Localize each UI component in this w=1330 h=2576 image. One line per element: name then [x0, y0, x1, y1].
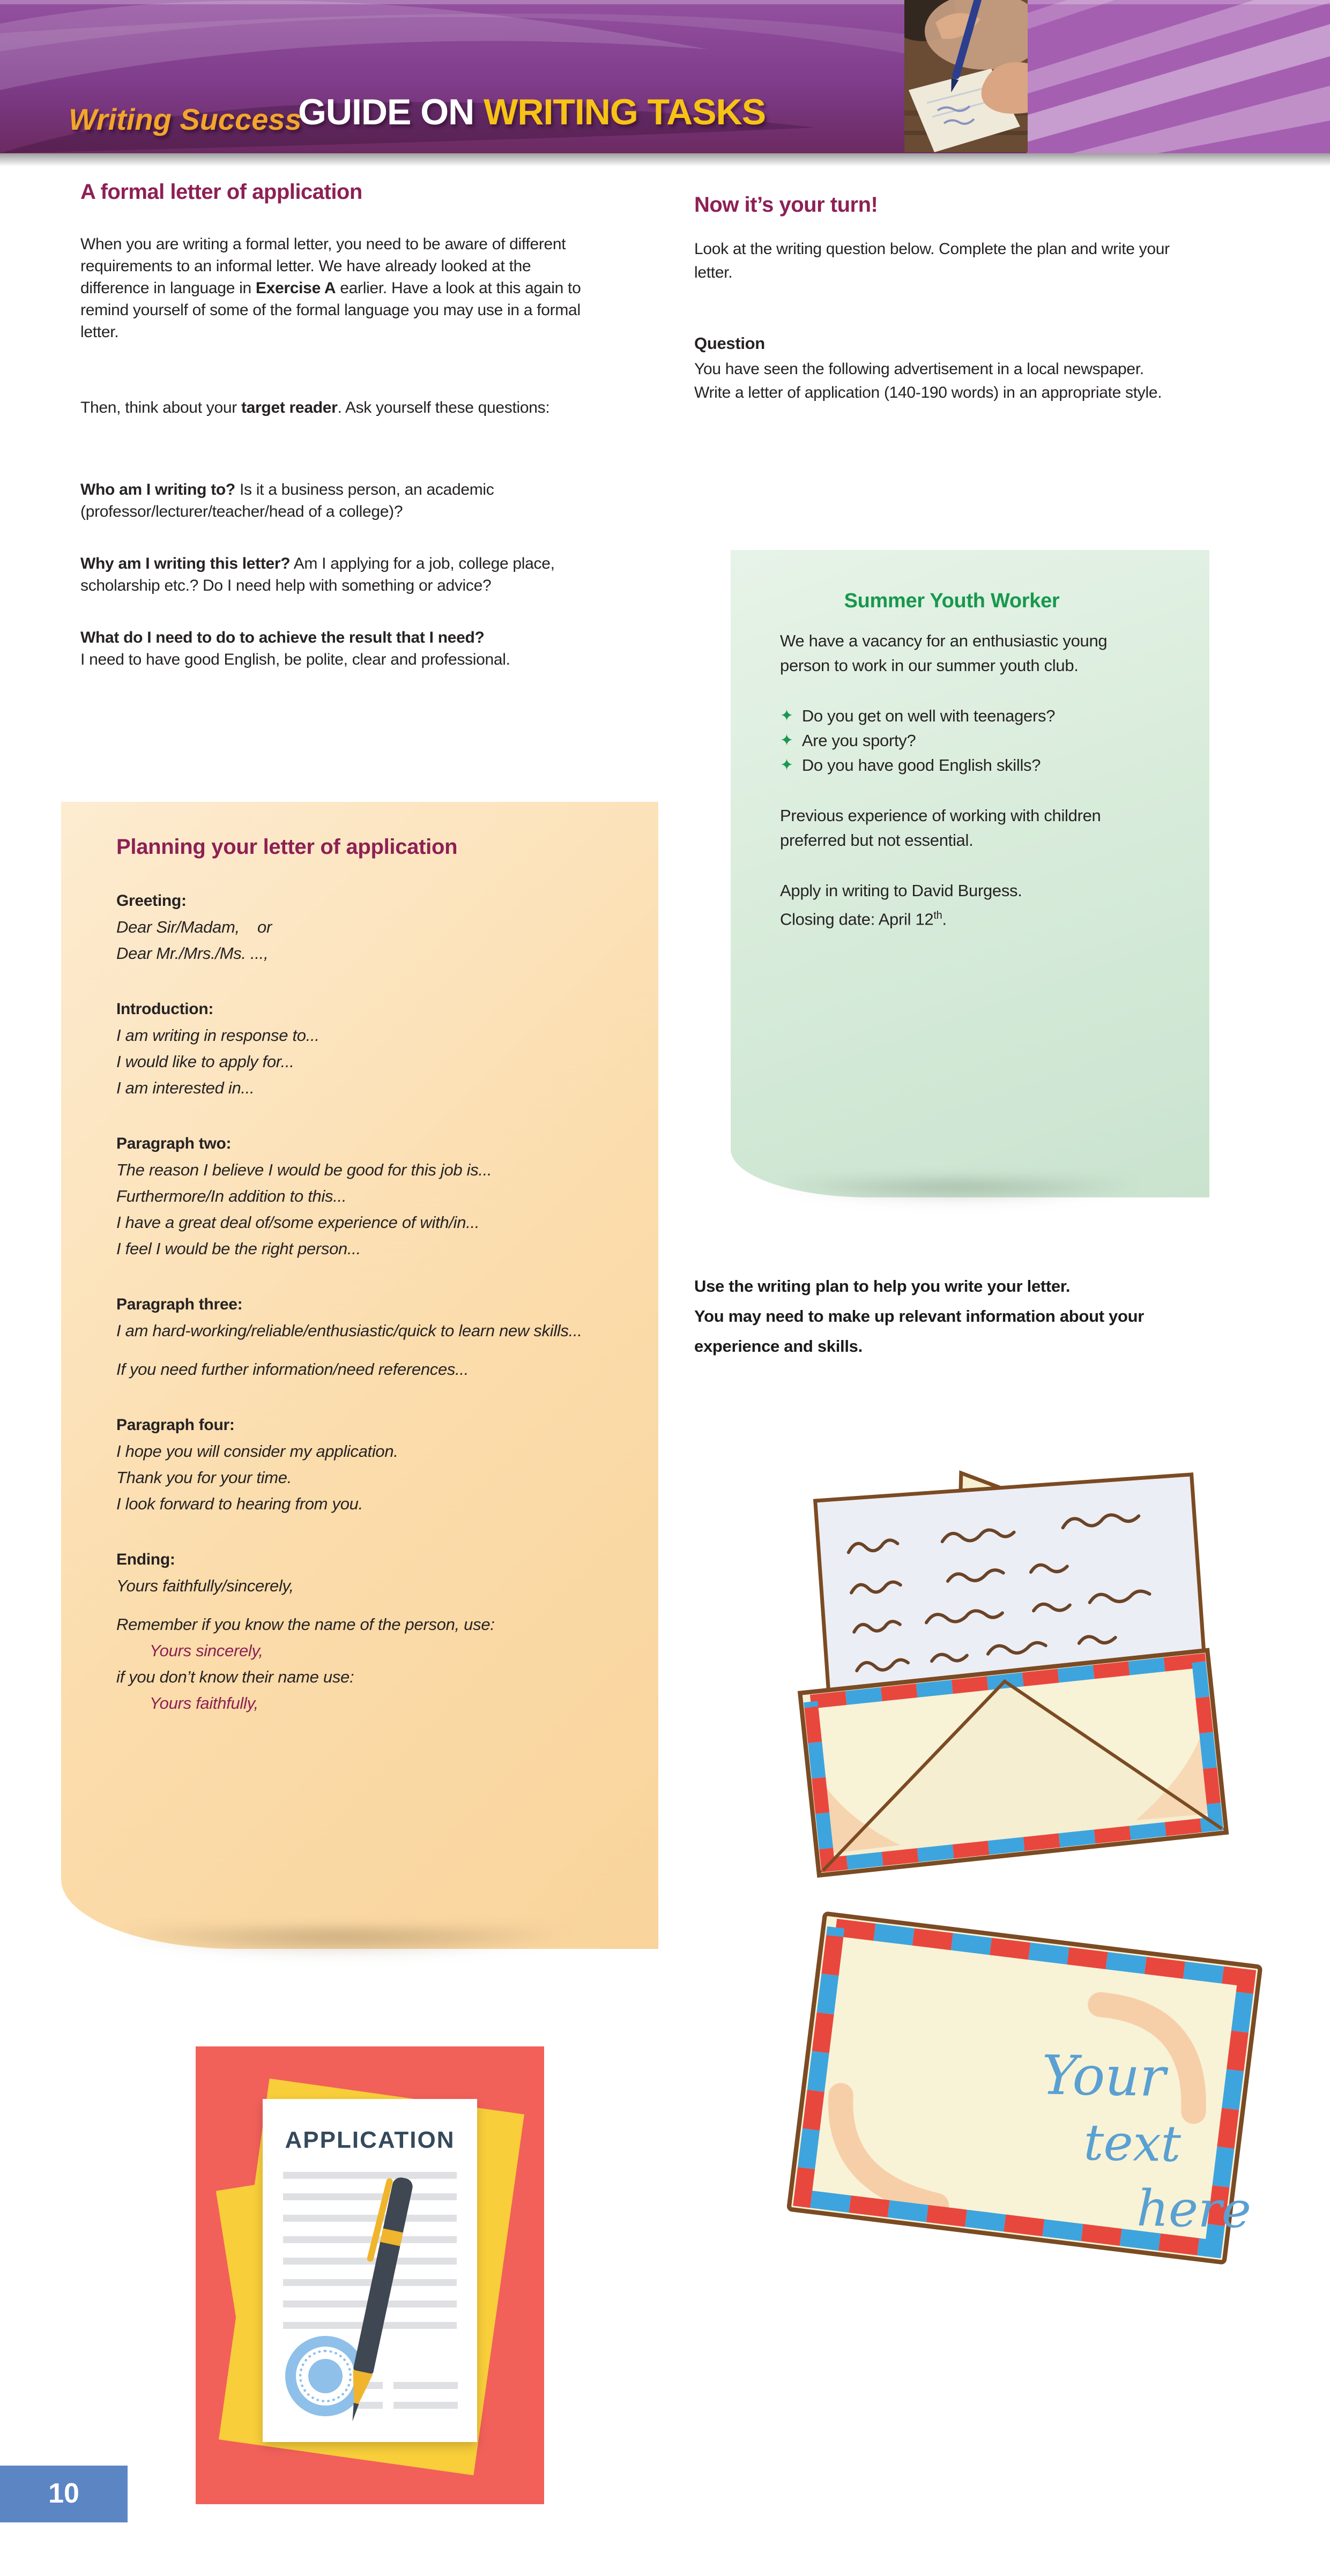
plan-item-text: Thank you for your time. — [116, 1468, 292, 1487]
closing-date-period: . — [942, 910, 947, 929]
signature-row — [356, 2382, 458, 2389]
application-illustration — [196, 2046, 544, 2504]
advert-bullet-list — [780, 704, 1124, 778]
plan-item — [116, 1025, 621, 1046]
plan-item — [116, 1520, 621, 1544]
plan-item — [116, 969, 621, 994]
plan-item-text: I look forward to hearing from you. — [116, 1494, 363, 1513]
question-what — [80, 627, 598, 671]
advert-bullet-item — [780, 728, 1124, 753]
envelope-script-here: here — [1136, 2179, 1252, 2239]
plan-item-text: I have a great deal of/some experience of with/in... — [116, 1213, 480, 1232]
plan-item — [116, 917, 621, 938]
planning-letter-box — [61, 802, 658, 1949]
plan-item-text: Ending: — [116, 1551, 175, 1568]
plan-item — [116, 1549, 621, 1570]
plan-item — [116, 1104, 621, 1128]
plan-item — [116, 1640, 621, 1662]
plan-item — [116, 1467, 621, 1488]
plan-item-text: Yours sincerely, — [150, 1641, 263, 1660]
question-bold-lead: Why am I writing this letter? — [80, 555, 291, 572]
question-bold-lead: What do I need to do to achieve the result that I need? — [80, 629, 485, 646]
plan-item — [116, 890, 621, 912]
question-why — [80, 553, 598, 597]
plan-box-title: Planning your letter of application — [116, 835, 458, 859]
plan-item — [116, 1320, 621, 1342]
envelope-script-your: Your — [1041, 2043, 1166, 2109]
plan-item-text: Paragraph four: — [116, 1416, 235, 1434]
diamond-bullet-icon: ✦ — [780, 707, 793, 725]
hand-writing-photo — [904, 0, 1028, 152]
plan-item-text: Greeting: — [116, 892, 187, 910]
signature-line-long — [393, 2402, 458, 2409]
envelope-script-text: text — [1083, 2113, 1182, 2173]
plan-item — [116, 1441, 621, 1462]
turn-heading: Now it’s your turn! — [694, 193, 878, 217]
question-label: Question — [694, 334, 765, 353]
plan-item-text: I would like to apply for... — [116, 1052, 294, 1071]
plan-item — [116, 1359, 621, 1380]
exercise-a-bold: Exercise A — [255, 279, 336, 297]
airmail-envelope-illustration — [753, 1903, 1289, 2283]
job-advert-box — [731, 550, 1209, 1197]
plan-item-text: I am writing in response to... — [116, 1026, 320, 1045]
plan-item-text: Furthermore/In addition to this... — [116, 1187, 347, 1205]
plan-item-text: Paragraph three: — [116, 1296, 243, 1313]
application-form — [263, 2099, 477, 2442]
writing-tip — [694, 1271, 1203, 1361]
page-header-banner — [0, 0, 1330, 153]
plan-item — [116, 1212, 621, 1233]
plan-item-text: Yours faithfully, — [150, 1694, 258, 1713]
paragraph-text: . Ask yourself these questions: — [337, 399, 550, 416]
plan-item — [116, 999, 621, 1020]
plan-item-text: if you don’t know their name use: — [116, 1667, 354, 1686]
paragraph-text: Then, think about your — [80, 399, 241, 416]
advert-bullet-text: Do you have good English skills? — [801, 756, 1041, 775]
plan-item — [116, 1602, 621, 1609]
closing-date-text: Closing date: April 12 — [780, 910, 934, 929]
question-who — [80, 479, 598, 523]
apply-text: Apply in writing to David Burgess. — [780, 881, 1022, 900]
question-answer-text: Is it a business person, an academic (professor/lecturer/teacher/head of a college)? — [80, 481, 494, 520]
plan-item-text: I feel I would be the right person... — [116, 1239, 361, 1258]
plan-item — [116, 1614, 621, 1635]
right-column — [694, 193, 1171, 405]
open-envelope-illustration — [740, 1418, 1257, 1900]
page-number-tab — [0, 2466, 128, 2522]
advert-bullet-item — [780, 704, 1124, 728]
turn-intro-paragraph: Look at the writing question below. Complete the plan and write your letter. — [694, 240, 1170, 281]
plan-item — [116, 1294, 621, 1315]
advert-bullet-text: Do you get on well with teenagers? — [801, 706, 1056, 725]
plan-item — [116, 1264, 621, 1289]
plan-item — [116, 1051, 621, 1073]
form-line — [283, 2172, 457, 2179]
plan-item — [116, 1493, 621, 1515]
plan-item — [116, 1133, 621, 1155]
question-answer-text: I need to have good English, be polite, clear and professional. — [80, 651, 510, 668]
plan-item-text: The reason I believe I would be good for this job is... — [116, 1160, 492, 1179]
question-bold-lead: Who am I writing to? — [80, 481, 235, 498]
paragraph-text: earlier. Have a look at this again to remind yourself of some of the formal language you may use in a formal letter. — [80, 279, 581, 341]
plan-item — [116, 1693, 621, 1714]
closing-date-superscript: th — [933, 910, 942, 921]
advert-intro: We have a vacancy for an enthusiastic young person to work in our summer youth club. — [780, 631, 1108, 675]
paragraph-text: When you are writing a formal letter, you need to be aware of different requirements to an informal letter. We have already looked at the difference in language in — [80, 235, 566, 297]
plan-item-text: Paragraph two: — [116, 1135, 232, 1152]
advert-bullet-text: Are you sporty? — [801, 731, 916, 750]
page-title-yellow-part: WRITING TASKS — [484, 92, 766, 132]
advert-note: Previous experience of working with children preferred but not essential. — [780, 806, 1101, 850]
question-answer-text: Am I applying for a job, college place, scholarship etc.? Do I need help with something or advice? — [80, 555, 555, 594]
plan-item — [116, 1186, 621, 1207]
plan-item-list — [116, 890, 621, 1714]
page-number: 10 — [48, 2478, 79, 2509]
plan-item-text: Yours faithfully/sincerely, — [116, 1576, 294, 1595]
target-reader-bold: target reader — [241, 399, 338, 416]
plan-item — [116, 1346, 621, 1354]
plan-item — [116, 1575, 621, 1597]
question-text: You have seen the following advertisement in a local newspaper. Write a letter of application (140-190 words) in an appropriate style. — [694, 360, 1162, 401]
form-line — [283, 2215, 457, 2222]
form-line — [283, 2236, 457, 2243]
intro-paragraph-1 — [80, 233, 598, 343]
plan-item-text: Remember if you know the name of the person, use: — [116, 1615, 495, 1634]
plan-item — [116, 943, 621, 964]
form-line — [283, 2279, 457, 2286]
plan-item — [116, 1385, 621, 1410]
form-line — [283, 2193, 457, 2200]
intro-paragraph-2 — [80, 397, 598, 419]
diamond-bullet-icon: ✦ — [780, 732, 793, 749]
header-shadow-strip — [0, 153, 1330, 166]
plan-item-text: Dear Mr./Mrs./Ms. ..., — [116, 944, 269, 963]
advert-apply-line — [780, 878, 1124, 932]
page-title — [298, 91, 766, 133]
signature-line-long — [393, 2382, 458, 2389]
stamp-core — [308, 2359, 343, 2393]
diamond-bullet-icon: ✦ — [780, 756, 793, 774]
brand-logo-text: Writing Success — [69, 102, 302, 136]
plan-item — [116, 1414, 621, 1436]
plan-item-text: I am hard-working/reliable/enthusiastic/quick to learn new skills... — [116, 1321, 582, 1340]
plan-item — [116, 1159, 621, 1181]
advert-bullet-item — [780, 753, 1124, 778]
plan-item — [116, 1238, 621, 1260]
left-section-heading: A formal letter of application — [80, 180, 362, 204]
left-column — [80, 180, 598, 701]
plan-item-text: I hope you will consider my application. — [116, 1442, 398, 1461]
page-title-white-part: GUIDE ON — [298, 92, 474, 132]
plan-item — [116, 1666, 621, 1688]
plan-item-text: Introduction: — [116, 1000, 214, 1018]
right-stripe-zone — [1027, 0, 1330, 153]
advert-title: Summer Youth Worker — [844, 590, 1060, 612]
plan-item-text: I am interested in... — [116, 1078, 255, 1097]
plan-item-text: Dear Sir/Madam, or — [116, 918, 272, 936]
plan-item — [116, 1077, 621, 1099]
tip-line-1: Use the writing plan to help you write your letter. — [694, 1277, 1071, 1296]
plan-item-text: If you need further information/need references... — [116, 1360, 469, 1379]
signature-row — [356, 2402, 458, 2409]
tip-line-2: You may need to make up relevant information about your experience and skills. — [694, 1307, 1145, 1356]
application-form-title: APPLICATION — [285, 2127, 455, 2153]
